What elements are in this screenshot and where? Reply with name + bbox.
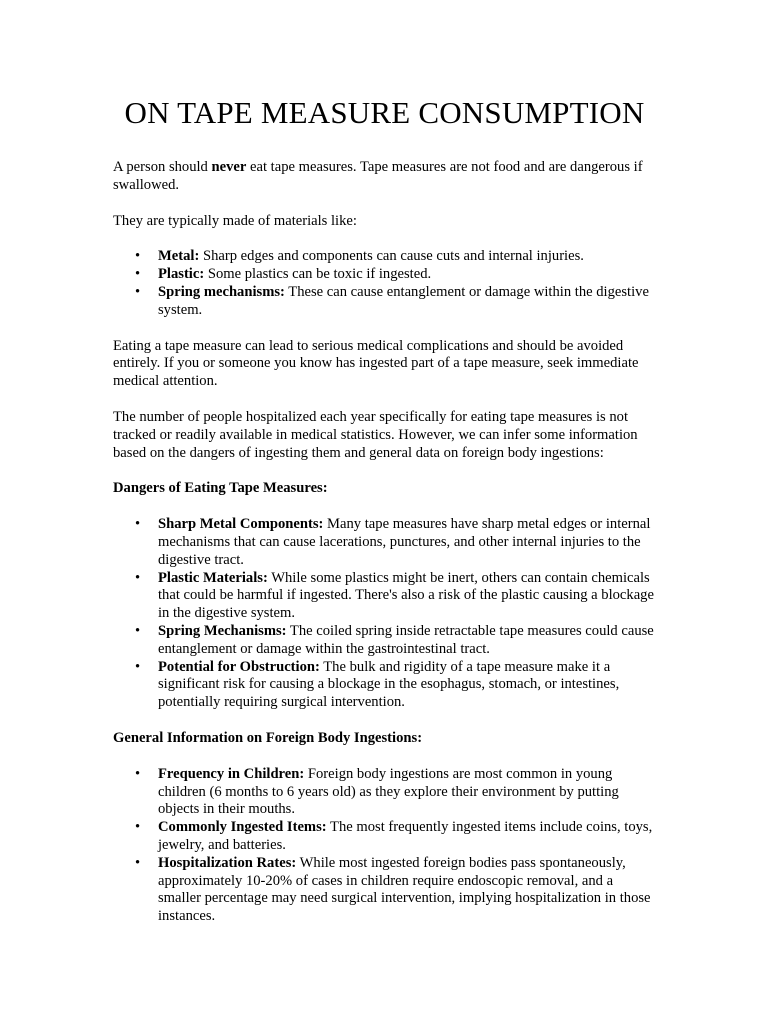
list-item-text: The bulk and rigidity of a tape measure make it a significant risk for causing a blockage in the esophagus, stomach, or intestines, potentially requiring surgical intervention. bbox=[158, 658, 620, 711]
list-item-text: The most frequently ingested items include coins, toys, jewelry, and batteries. bbox=[158, 819, 653, 853]
document-title: ON TAPE MEASURE CONSUMPTION bbox=[124, 95, 645, 130]
materials-intro: They are typically made of materials like: bbox=[113, 212, 357, 229]
list-item bbox=[158, 623, 656, 659]
materials-list bbox=[113, 248, 656, 319]
intro-text-post: eat tape measures. Tape measures are not food and are dangerous if swallowed. bbox=[113, 159, 643, 193]
list-item-text: While most ingested foreign bodies pass spontaneously, approximately 10-20% of cases in children require endoscopic removal, and a smaller percentage may need surgical intervention, implying hospitalization in those instances. bbox=[158, 854, 651, 925]
list-item-term: Metal: bbox=[158, 248, 200, 265]
list-item-term: Spring Mechanisms: bbox=[158, 622, 287, 639]
general-info-list bbox=[113, 766, 656, 926]
list-item-term: Plastic: bbox=[158, 266, 205, 283]
list-item-term: Commonly Ingested Items: bbox=[158, 819, 327, 836]
list-item bbox=[158, 766, 656, 819]
dangers-heading: Dangers of Eating Tape Measures: bbox=[113, 480, 328, 497]
general-info-heading: General Information on Foreign Body Ingestions: bbox=[113, 729, 423, 746]
list-item-text: Sharp edges and components can cause cuts and internal injuries. bbox=[199, 248, 584, 265]
list-item bbox=[158, 266, 656, 284]
list-item-text: Foreign body ingestions are most common in young children (6 months to 6 years old) as they explore their environment by putting objects in their mouths. bbox=[158, 765, 619, 818]
list-item-term: Potential for Obstruction: bbox=[158, 658, 320, 675]
list-item bbox=[158, 855, 656, 926]
list-item-term: Frequency in Children: bbox=[158, 765, 305, 782]
warning-paragraph: Eating a tape measure can lead to serious medical complications and should be avoided entirely. If you or someone you know has ingested part of a tape measure, seek immediate medical attention. bbox=[113, 337, 639, 390]
list-item bbox=[158, 284, 656, 320]
statistics-paragraph: The number of people hospitalized each year specifically for eating tape measures is not tracked or readily available in medical statistics. However, we can infer some information based on the dangers of ingesting them and general data on foreign body ingestions: bbox=[113, 408, 638, 461]
list-item-text: While some plastics might be inert, others can contain chemicals that could be harmful if ingested. There's also a risk of the plastic causing a blockage in the digestive system. bbox=[158, 569, 654, 622]
list-item bbox=[158, 570, 656, 623]
list-item-term: Spring mechanisms: bbox=[158, 283, 285, 300]
intro-text-pre: A person should bbox=[113, 159, 212, 175]
list-item bbox=[158, 659, 656, 712]
list-item-text: Many tape measures have sharp metal edges or internal mechanisms that can cause lacerations, punctures, and other internal injuries to the digestive tract. bbox=[158, 516, 651, 568]
dangers-list bbox=[113, 516, 656, 712]
list-item-term: Plastic Materials: bbox=[158, 569, 268, 586]
list-item-term: Hospitalization Rates: bbox=[158, 854, 297, 871]
list-item bbox=[158, 819, 656, 855]
list-item-term: Sharp Metal Components: bbox=[158, 516, 324, 533]
list-item-text: Some plastics can be toxic if ingested. bbox=[204, 266, 432, 283]
intro-emphasis: never bbox=[211, 159, 247, 175]
list-item bbox=[158, 516, 656, 569]
list-item-text: These can cause entanglement or damage within the digestive system. bbox=[158, 283, 649, 318]
list-item-text: The coiled spring inside retractable tape measures could cause entanglement or damage within the gastrointestinal tract. bbox=[158, 622, 654, 657]
intro-paragraph bbox=[113, 159, 656, 195]
list-item bbox=[158, 248, 656, 266]
